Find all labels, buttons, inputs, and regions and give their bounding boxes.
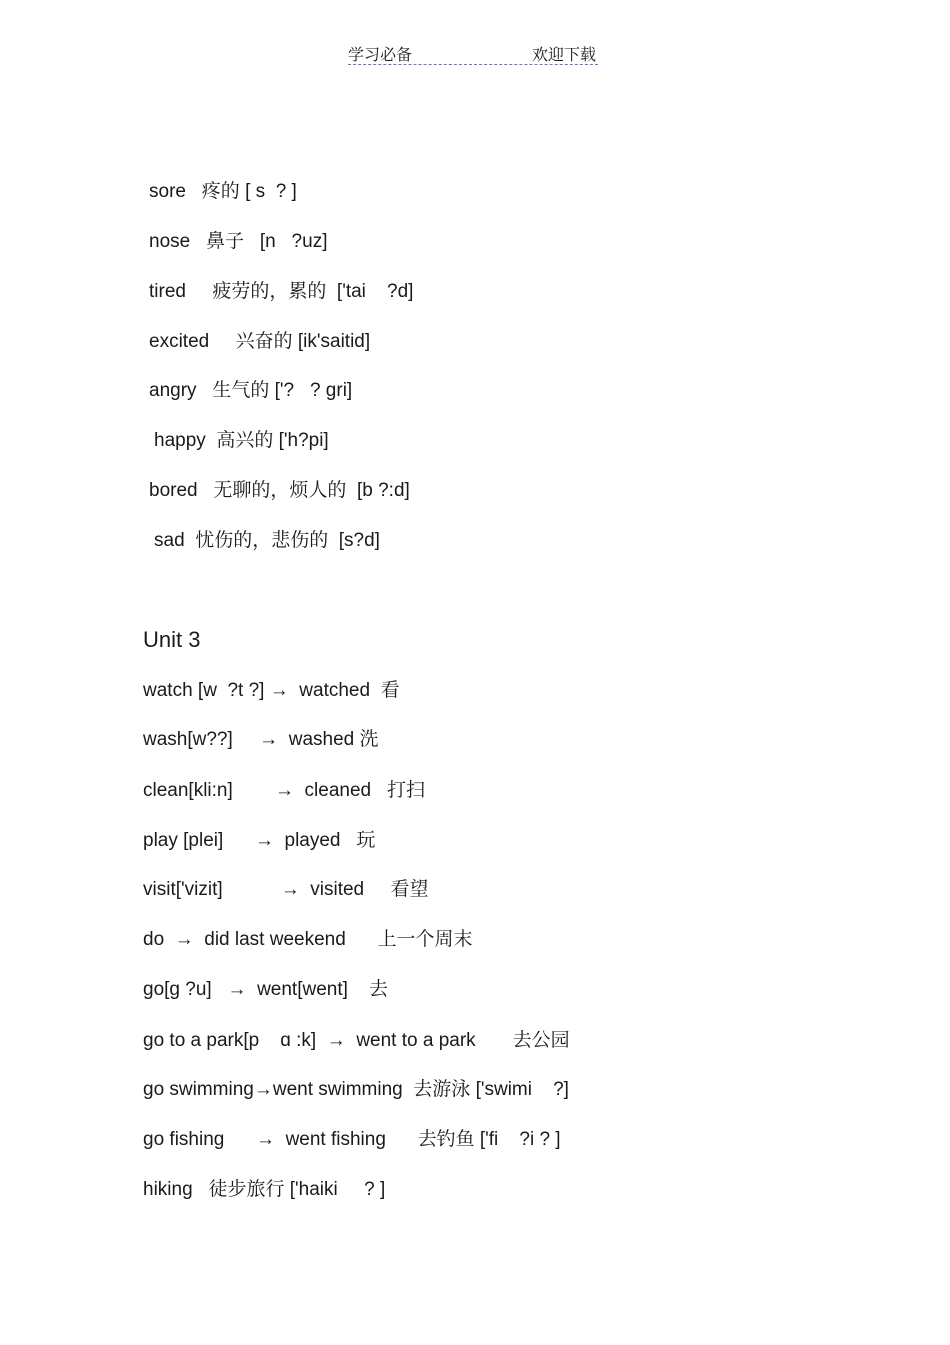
vocab-line: bored 无聊的，烦人的 [b ?:d] [149,480,410,501]
vocab-line: excited 兴奋的 [ik'saitid] [149,331,371,352]
vocab-line: clean[kli:n] → cleaned 打扫 [143,780,425,801]
vocab-line: go fishing → went fishing 去钓鱼 ['fi ?i ? ] [143,1129,561,1150]
vocab-line: nose 鼻子 [n ?uz] [149,231,328,252]
vocab-line: visit['vizit] → visited 看望 [143,879,429,900]
vocab-line: hiking 徒步旅行 ['haiki ? ] [143,1179,386,1200]
header-right-text: 欢迎下载 [531,45,596,64]
vocab-line: go[g ?u] → went[went] 去 [143,979,389,1000]
vocab-line: tired 疲劳的，累的 ['tai ?d] [149,281,414,302]
vocab-line: watch [w ?t ?] → watched 看 [143,680,400,701]
vocab-line: go swimming→went swimming 去游泳 ['swimi ?] [143,1079,569,1100]
vocab-line: do → did last weekend 上一个周末 [143,929,473,950]
vocab-line: sad 忧伤的，悲伤的 [s?d] [154,530,380,551]
page-header [348,40,598,65]
vocab-line: play [plei] → played 玩 [143,830,376,851]
vocab-line: sore 疼的 [ s ? ] [149,181,297,202]
vocab-line: happy 高兴的 ['h?pi] [154,430,329,451]
header-left-text: 学习必备 [348,45,413,64]
vocab-line: angry 生气的 ['? ? gri] [149,380,353,401]
vocab-line: wash[w??] → washed 洗 [143,729,379,750]
unit-heading: Unit 3 [143,627,201,652]
vocab-line: go to a park[p ɑ :k] → went to a park 去公园 [143,1030,570,1051]
